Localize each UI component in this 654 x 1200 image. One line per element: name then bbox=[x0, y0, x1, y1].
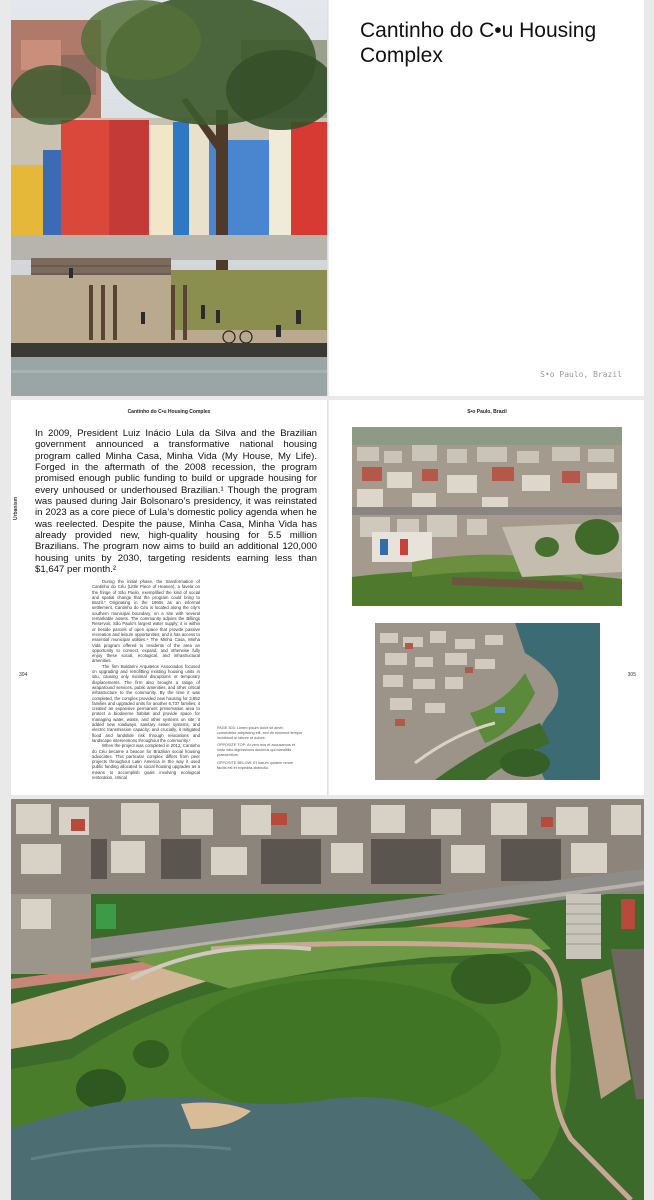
title-page bbox=[330, 0, 644, 396]
spread-title bbox=[11, 0, 644, 396]
spread-text bbox=[11, 400, 644, 795]
aerial-neighborhood-photo bbox=[352, 427, 622, 606]
body-paragraph: During the initial phase, the transformation of Cantinho do Céu (Little Piece of Heaven), a favela on the fringe of São Paulo, exemplified the kind of social and spatial change that the program could bring to Brazil.³ Originating in the 1960s as an informal settlement, Cantinho do Céu is located along the city’s southern municipal boundary, on a site with several remarkable assets. The community adjoins the Billings Reservoir, São Paulo’s largest water supply; it is within or beside parcels of open space that provide passive recreation and leisure opportunities; and it has access to essential municipal utilities.⁴ The Minha Casa, Minha Vida program offered to residents of the area an opportunity to connect, expand, and otherwise fully enjoy these social, ecological, and infrastructural amenities. bbox=[92, 579, 200, 664]
aerial-park-reservoir-photo bbox=[11, 799, 644, 1200]
photo-captions bbox=[217, 726, 303, 773]
chapter-title: Cantinho do C•u Housing Complex bbox=[360, 19, 597, 67]
caption: OPPOSITE BELOW: Et harum quidem rerum facilis est et expedita distinctio. bbox=[217, 760, 294, 770]
aerial-reservoir-photo bbox=[375, 623, 600, 780]
lead-paragraph: In 2009, President Luiz Inácio Lula da Silva and the Brazilian government announced a transformative national housing program called Minha Casa, Minha Vida (My House, My Life). Forged in the aftermath of the 2008 recession, the program promised enough public funding to build or upgrade housing for every unhoused or underhoused Brazilian.¹ Though the program was paused during Jair Bolsonaro’s presidency, it was reinstated in 2023 as a core piece of Lula’s domestic policy agenda when he was reelected. Despite the pause, Minha Casa, Minha Vida has already provided new, high-quality housing for 5.5 million Brazilians. The program now aims to build an additional 120,000 housing units by 2030, targeting residents earning less than $1,647 per month.² bbox=[35, 428, 317, 576]
text-page bbox=[11, 400, 327, 795]
location-caption: S•o Paulo, Brazil bbox=[540, 370, 622, 379]
favela-plaza-photo bbox=[11, 0, 328, 396]
caption: PAGE 303: Lorem ipsum dolor sit amet, consectetur adipiscing elit, sed do eiusmod tempor incididunt ut labore et dolore. bbox=[217, 726, 303, 740]
spread-fullbleed bbox=[11, 799, 644, 1200]
photo-page bbox=[330, 400, 644, 795]
body-text-column bbox=[92, 579, 200, 780]
gutter bbox=[327, 0, 329, 396]
caption: OPPOSITE TOP: At vero eos et accusamus et iusto odio dignissimos ducimus qui blanditiis praesentium. bbox=[217, 743, 295, 757]
body-paragraph: The firm Boldarini Arquitetos Associados focused on upgrading and retrofitting existing housing units in situ, causing only minimal disruptions or temporary displacements. The firm also brought a range of wraparound services, public amenities, and other critical infrastructure to the community. By the time it was completed, the complex provided new housing for 3,652 families and upgraded units for another 6,737 families; it created an expansive permanent preservation area to protect a biodiverse habitat and provide space for managing water, waste, and other systems on site; it added new roadways, sanitary sewer systems, and electric transmission capacity; and crucially, it mitigated flood and landslide risk through relocations and landscape interventions throughout the community.⁵ bbox=[92, 663, 200, 743]
running-head-left: Cantinho do C•u Housing Complex bbox=[127, 409, 211, 415]
running-head-right: S•o Paulo, Brazil bbox=[467, 409, 507, 415]
page-number-right: 305 bbox=[627, 672, 636, 678]
section-side-label: Urbanism bbox=[13, 496, 19, 520]
gutter bbox=[327, 400, 329, 795]
page-number-left: 304 bbox=[19, 672, 28, 678]
body-paragraph: When the project was completed in 2012, Cantinho do Céu became a beacon for Brazilian social housing advocates. This particular complex differs from peer projects throughout Latin America in the way it used public funding allocated to social housing upgrades as a means to accomplish goals involving ecological restoration, critical bbox=[92, 743, 200, 780]
